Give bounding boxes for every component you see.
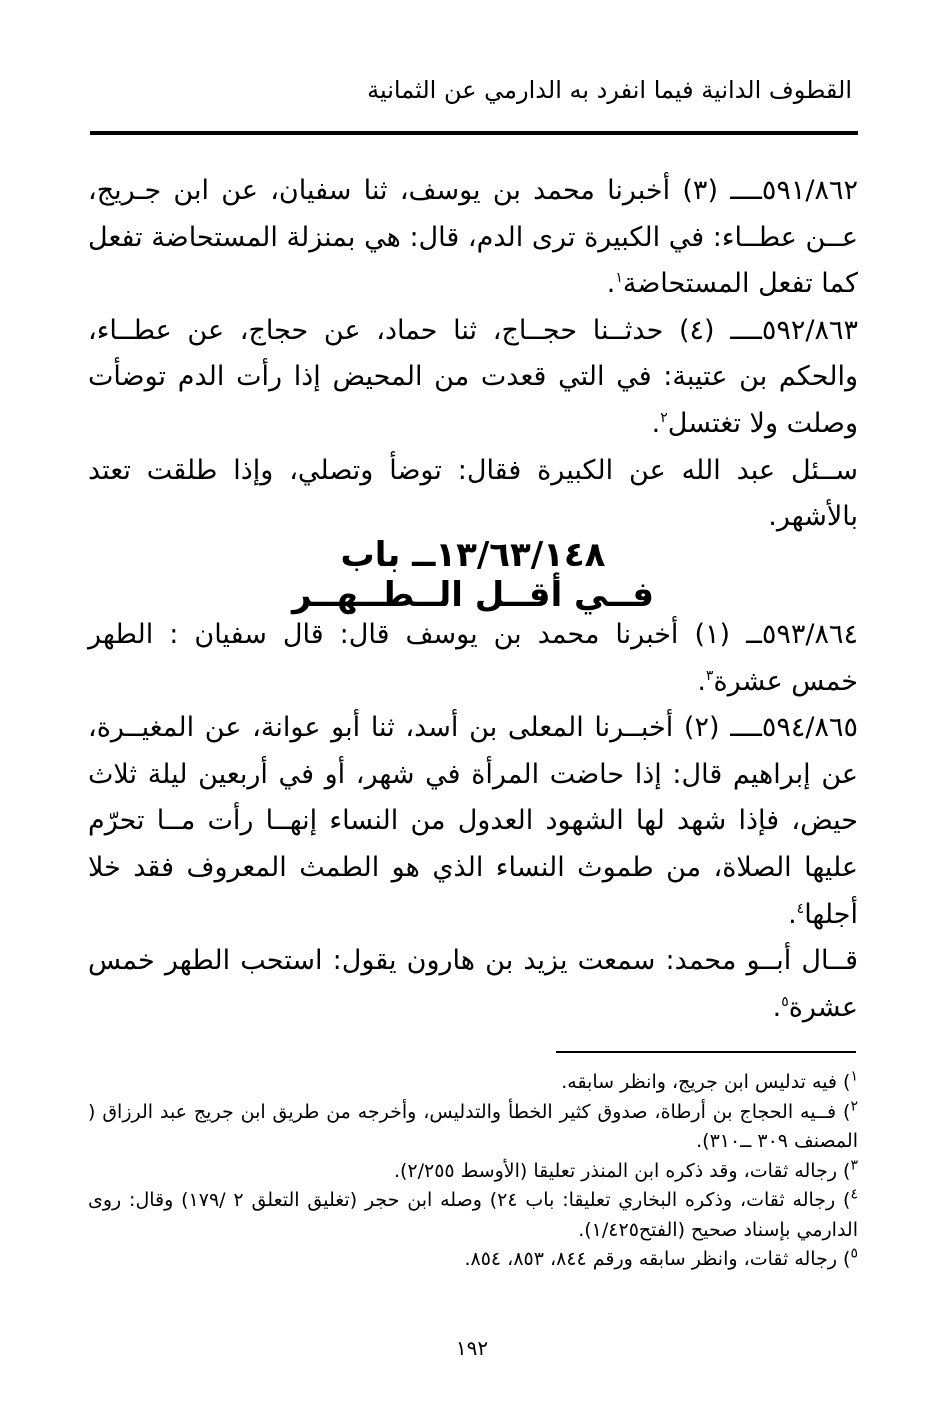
footnote-5 (88, 1245, 858, 1275)
hadith-592-text: ٥٩٢/٨٦٣ــــ (٤) حدثــنا حجــاج، ثنا حماد، عن حجاج، عن عطــاء، والحكم بن عتيبة: في التي قعدت من المحيض إذا رأت الدم توضأت وصلت ولا تغتسل (88, 314, 858, 439)
footnote-1 (88, 1068, 858, 1098)
footnote-ref-1[interactable]: ١ (615, 270, 623, 287)
hadith-591-end: . (606, 268, 616, 300)
footnote-marker: ٣ (850, 1157, 858, 1174)
hadith-592-end: . (651, 407, 661, 439)
footnote-separator (556, 1051, 856, 1053)
footnote-marker: ١ (850, 1068, 858, 1085)
hadith-592 (88, 308, 858, 448)
main-text-block (88, 168, 858, 541)
header-rule (90, 131, 858, 135)
footnote-4 (88, 1186, 858, 1245)
hadith-593 (88, 612, 858, 705)
hadith-594-end: . (788, 898, 797, 930)
footnote-text: ) فــيه الحجاج بن أرطاة، صدوق كثير الخطأ والتدليس، وأخرجه من طريق ابن جريج عبد الرزاق ( المصنف ٣٠٩ ــ٣١٠). (88, 1100, 858, 1152)
footnote-3 (88, 1157, 858, 1187)
footnote-2 (88, 1098, 858, 1157)
footnotes (88, 1068, 858, 1275)
footnote-text: ) فيه تدليس ابن جريج، وانظر سابقه. (561, 1071, 851, 1093)
footnote-ref-5[interactable]: ٥ (781, 993, 789, 1010)
chapter-text-block (88, 612, 858, 1031)
chapter-heading (88, 535, 858, 615)
chapter-title: فــي أقــل الــطــهــر (292, 575, 654, 615)
footnote-ref-4[interactable]: ٤ (796, 900, 805, 917)
note-abu-muhammad-text: قــال أبــو محمد: سمعت يزيد بن هارون يقول: استحب الطهر خمس عشرة (88, 945, 858, 1023)
note-abu-muhammad-end: . (772, 991, 782, 1023)
footnote-marker: ٥ (850, 1245, 858, 1262)
page-number: ١٩٢ (455, 1336, 489, 1360)
note-abu-muhammad (88, 938, 858, 1031)
footnote-text: ) رجاله ثقات، وانظر سابقه ورقم ٨٤٤، ٨٥٣، ٨٥٤. (464, 1248, 851, 1270)
running-header: القطوف الدانية فيما انفرد به الدارمي عن الثمانية (367, 76, 852, 104)
footnote-ref-3[interactable]: ٣ (705, 667, 714, 684)
hadith-594 (88, 705, 858, 938)
footnote-text: ) رجاله ثقات، وقد ذكره ابن المنذر تعليقا (الأوسط ٢/٢٥٥). (393, 1159, 851, 1182)
hadith-593-end: . (697, 665, 706, 697)
chapter-number: ١٣/٦٣/١٤٨ــ باب (340, 535, 606, 575)
note-abdullah: ســئل عبد الله عن الكبيرة فقال: توضأ وتصلي، وإذا طلقت تعتد بالأشهر. (88, 454, 858, 533)
footnote-text: ) رجاله ثقات، وذكره البخاري تعليقا: باب ٢٤) وصله ابن حجر (تغليق التعلق ٢ /١٧٩) وقال: روى الدارمي بإسناد صحيح (الفتح١/٤٢٥). (88, 1189, 858, 1241)
footnote-marker: ٤ (850, 1186, 858, 1203)
hadith-591 (88, 168, 858, 308)
footnote-ref-2[interactable]: ٢ (660, 409, 668, 426)
footnote-marker: ٢ (850, 1098, 858, 1115)
hadith-594-text: ٥٩٤/٨٦٥ــــ (٢) أخبــرنا المعلى بن أسد، ثنا أبو عوانة، عن المغيــرة، عن إبراهيم قال: إذا حاضت المرأة في شهر، أو في أربعين ليلة ثلاث حيض، فإذا شهد لها الشهود العدول من النساء إنهــا رأت مــا تحرّم عليها الصلاة، من طموث النساء الذي هو الطمث المعروف فقد خلا أجلها (88, 712, 858, 930)
hadith-593-text: ٥٩٣/٨٦٤ــ (١) أخبرنا محمد بن يوسف قال: قال سفيان : الطهر خمس عشرة (88, 619, 858, 697)
hadith-591-text: ٥٩١/٨٦٢ــــ (٣) أخبرنا محمد بن يوسف، ثنا سفيان، عن ابن جـريج، عــن عطــاء: في الكبيرة ترى الدم، قال: هي بمنزلة المستحاضة تفعل كما تفعل المستحاضة (88, 175, 858, 300)
